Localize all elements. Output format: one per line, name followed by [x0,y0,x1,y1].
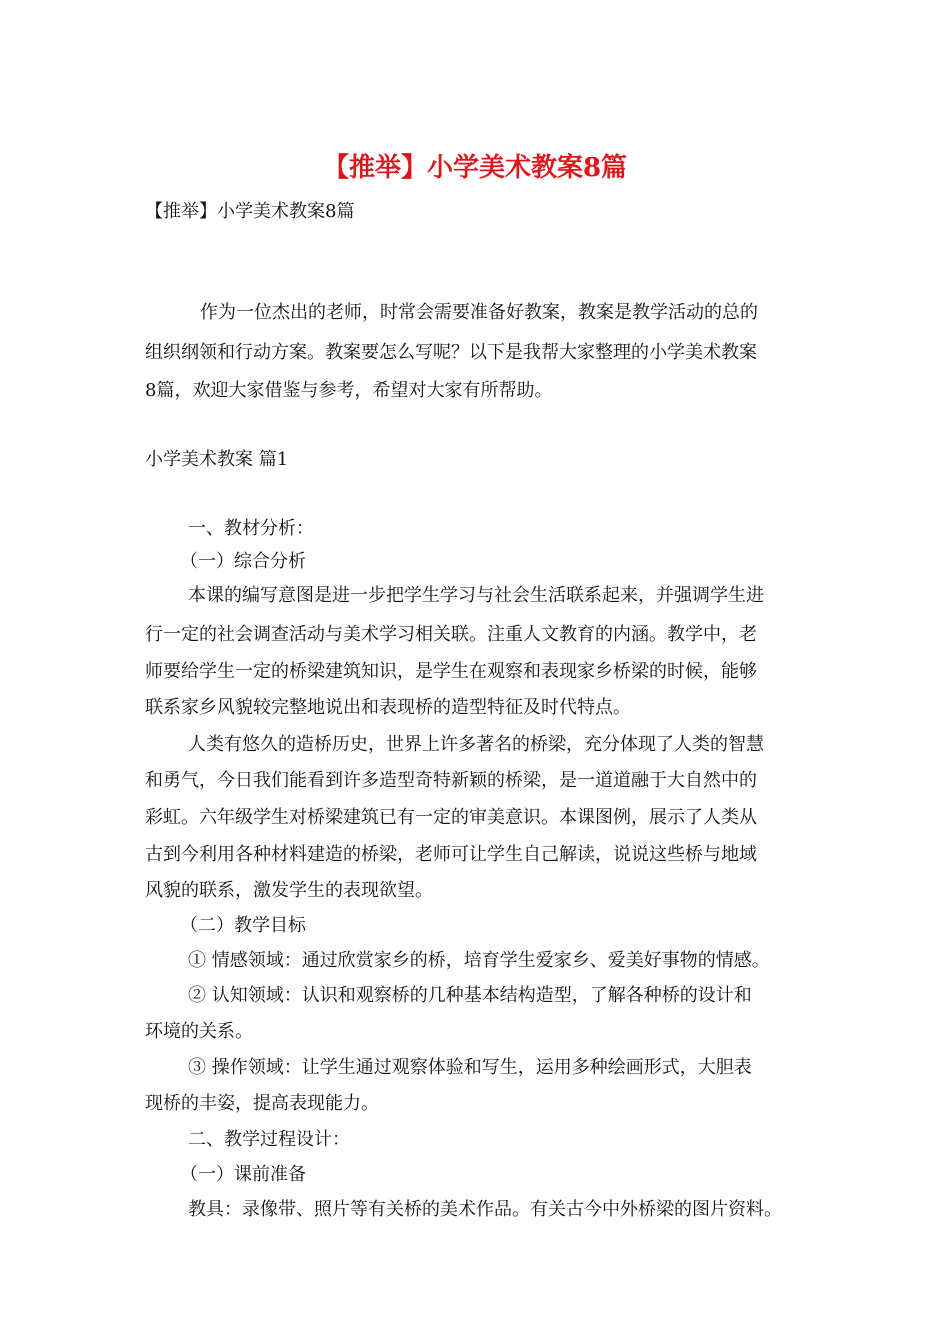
body-line: 风貌的联系，激发学生的表现欲望。 [145,880,433,901]
body-line: 人类有悠久的造桥历史，世界上许多著名的桥梁，充分体现了人类的智慧 [188,734,764,755]
body-line: 和勇气，今日我们能看到许多造型奇特新颖的桥梁，是一道道融于大自然中的 [145,770,757,791]
body-line: ① 情感领域：通过欣赏家乡的桥，培育学生爱家乡、爱美好事物的情感。 [188,950,770,971]
body-line: 古到今利用各种材料建造的桥梁，老师可让学生自己解读，说说这些桥与地域 [145,844,757,865]
body-line: 师要给学生一定的桥梁建筑知识，是学生在观察和表现家乡桥梁的时候，能够 [145,661,757,682]
body-line: （一）课前准备 [180,1164,306,1185]
body-line: 教具：录像带、照片等有关桥的美术作品。有关古今中外桥梁的图片资料。 [188,1199,782,1220]
body-line: （二）教学目标 [180,915,306,936]
intro-line: 作为一位杰出的老师，时常会需要准备好教案，教案是教学活动的总的 [200,302,758,323]
document-title: 【推举】小学美术教案8篇 [322,153,628,183]
body-line: 本课的编写意图是进一步把学生学习与社会生活联系起来，并强调学生进 [188,585,764,606]
body-line: 二、教学过程设计： [188,1129,350,1150]
body-line: ③ 操作领域：让学生通过观察体验和写生，运用多种绘画形式，大胆表 [188,1057,752,1078]
intro-line: 组织纲领和行动方案。教案要怎么写呢？以下是我帮大家整理的小学美术教案 [145,342,757,363]
document-subtitle: 【推举】小学美术教案8篇 [145,201,355,222]
body-line: 环境的关系。 [145,1021,253,1042]
section-heading: 小学美术教案 篇1 [145,449,289,470]
body-line: ② 认知领域：认识和观察桥的几种基本结构造型，了解各种桥的设计和 [188,985,752,1006]
body-line: 行一定的社会调查活动与美术学习相关联。注重人文教育的内涵。教学中，老 [145,624,757,645]
body-line: 联系家乡风貌较完整地说出和表现桥的造型特征及时代特点。 [145,697,631,718]
body-line: （一）综合分析 [180,551,306,572]
body-line: 一、教材分析： [188,518,314,539]
body-line: 彩虹。六年级学生对桥梁建筑已有一定的审美意识。本课图例，展示了人类从 [145,807,757,828]
body-line: 现桥的丰姿，提高表现能力。 [145,1093,379,1114]
intro-line: 8篇，欢迎大家借鉴与参考，希望对大家有所帮助。 [145,380,553,401]
